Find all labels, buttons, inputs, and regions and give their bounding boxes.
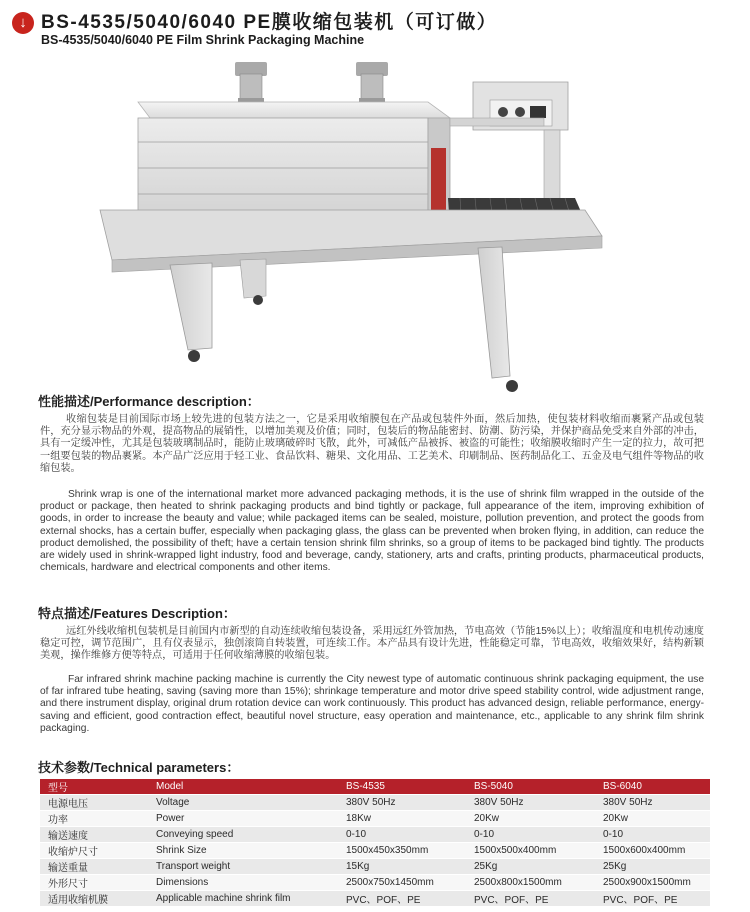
table-cell: 输送速度 (40, 827, 148, 843)
performance-heading: 性能描述/Performance description： (38, 394, 260, 409)
table-cell: 15Kg (338, 859, 466, 875)
table-cell: 收缩炉尺寸 (40, 843, 148, 859)
table-cell: 2500x750x1450mm (338, 875, 466, 891)
fan-motor-left (235, 62, 267, 104)
table-cell: 2500x800x1500mm (466, 875, 595, 891)
table-cell: 380V 50Hz (466, 795, 595, 811)
table-row (40, 811, 710, 827)
table-cell: 功率 (40, 811, 148, 827)
table-cell: 20Kw (595, 811, 710, 827)
technical-parameters-table (40, 779, 710, 907)
table-cell: 1500x450x350mm (338, 843, 466, 859)
column-header: Model (148, 779, 338, 795)
features-heading: 特点描述/Features Description： (38, 606, 236, 621)
table-cell: 0-10 (338, 827, 466, 843)
table-cell: Conveying speed (148, 827, 338, 843)
features-text-cn: 远红外线收缩机包装机是目前国内市新型的自动连续收缩包装设备，采用远红外管加热，节电高效（节能15%以上）；收缩温度和电机传动速度稳定可控，调节范围广，且有仪表显示，独创滚筒自转装置，可连续工作。本产品具有设计先进，性能稳定可靠，节电高效，收缩效果好，结构新颖美观，操作维修方便等特点，可适用于任何收缩薄膜的收缩包装。 (40, 626, 704, 662)
table-row (40, 827, 710, 843)
table-cell: Voltage (148, 795, 338, 811)
performance-text-cn: 收缩包装是目前国际市场上较先进的包装方法之一，它是采用收缩膜包在产品或包装件外面，然后加热，使包装材料收缩而裹紧产品或包装件，充分显示物品的外观，提高物品的展销性，以增加美观及价值；同时，包装后的物品能密封、防潮、防污染，并保护商品免受来自外部的冲击，具有一定缓冲性，尤其是包装玻璃制品时，能防止玻璃破碎时飞散，此外，可减低产品被拆、被盗的可能性；收缩膜收缩时产生一定的拉力，故可把一组要包装的物品裹紧。本产品广泛应用于轻工业、食品饮料、糖果、文化用品、工艺美术、印刷制品、医药制品化工、五金及电气组件等物品的收缩包装。 (40, 414, 704, 474)
table-cell: Dimensions (148, 875, 338, 891)
table-cell: 电源电压 (40, 795, 148, 811)
table-cell: 外形尺寸 (40, 875, 148, 891)
table-cell: 0-10 (595, 827, 710, 843)
table-cell: 1500x600x400mm (595, 843, 710, 859)
arrow-down-icon: ↓ (12, 12, 34, 34)
table-row (40, 859, 710, 875)
table-row (40, 891, 710, 907)
performance-text-en: Shrink wrap is one of the international market more advanced packaging methods, it is the use of shrink film wrapped in the outside of the product or package, then heated to shrink packaging products and bind tightly or package, full appearance of the item, improving exhibition of goods, in order to increase the beauty and value; while packaged items can be sealed, moisture, pollution prevention, and protect the goods from external shocks, has a certain buffer, especially when packaging glass, the glass can be prevented when broken flying, in addition, can reduce the product demolished, the possibility of theft; have a certain tension shrink film shrinks, so a group of items to be packaged bind tightly. The products are widely used in shrink-wrapped light industry, food and beverage, candy, stationery, arts and crafts, printing products, pharmaceutical products, chemicals, hardware and electrical components and other items. (40, 489, 704, 574)
table-cell: 输送重量 (40, 859, 148, 875)
table-cell: 20Kw (466, 811, 595, 827)
table-cell: 25Kg (595, 859, 710, 875)
table-cell: 适用收缩机膜 (40, 891, 148, 907)
table-row (40, 795, 710, 811)
table-header-row (40, 779, 710, 795)
page-header (0, 0, 750, 52)
table-cell: 1500x500x400mm (466, 843, 595, 859)
shrink-machine-image (90, 60, 610, 395)
product-title-en: BS-4535/5040/6040 PE Film Shrink Packaging Machine (41, 33, 365, 47)
table-cell: Power (148, 811, 338, 827)
table-cell: PVC、POF、PE (338, 891, 466, 907)
fan-motor-right (356, 62, 388, 104)
table-cell: PVC、POF、PE (595, 891, 710, 907)
table-cell: 18Kw (338, 811, 466, 827)
table-cell: 0-10 (466, 827, 595, 843)
table-cell: Transport weight (148, 859, 338, 875)
table-cell: 380V 50Hz (338, 795, 466, 811)
features-text-en: Far infrared shrink machine packing machine is currently the City newest type of automatic continuous shrink packaging equipment, the use of far infrared tube heating, saving (saving more than 15%); shrinkage temperature and motor drive speed stability control, wide adjustment range, and there instrument display, original drum rotation device can work continuously. This product has advanced design, reliable performance, energy-saving and efficient, good contraction effect, beautiful novel structure, easy operation and maintenance, etc., applicable to any shrink film shrink packaging. (40, 674, 704, 734)
product-title-cn: BS-4535/5040/6040 PE膜收缩包装机（可订做） (41, 12, 498, 33)
table-cell: PVC、POF、PE (466, 891, 595, 907)
technical-heading: 技术参数/Technical parameters： (38, 760, 240, 775)
table-cell: 25Kg (466, 859, 595, 875)
table-cell: Shrink Size (148, 843, 338, 859)
column-header: 型号 (40, 779, 148, 795)
column-header: BS-5040 (466, 779, 595, 795)
table-cell: 380V 50Hz (595, 795, 710, 811)
table-cell: 2500x900x1500mm (595, 875, 710, 891)
column-header: BS-6040 (595, 779, 710, 795)
table-row (40, 875, 710, 891)
table-row (40, 843, 710, 859)
table-cell: Applicable machine shrink film (148, 891, 338, 907)
column-header: BS-4535 (338, 779, 466, 795)
